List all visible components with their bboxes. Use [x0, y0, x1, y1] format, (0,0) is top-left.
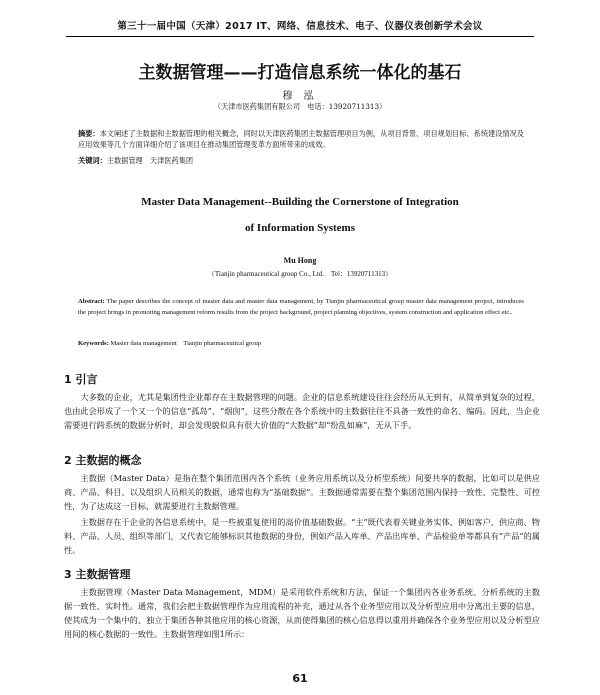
section-heading-mdm: 3 主数据管理 — [64, 568, 131, 581]
abstract-cn-label: 摘要： — [78, 129, 100, 138]
abstract-en-text: The paper describes the concept of master data and master data management, by Tianjin pharmaceutical group master data management project, introduces the project brings in promoting management reform results from the project background, project planning objectives, system construction and application effect etc.. — [78, 298, 525, 316]
affiliation-cn: （天津市医药集团有限公司 电话：13920711313） — [213, 102, 387, 111]
paragraph-concept-2: 主数据存在于企业的各信息系统中，是一些被重复使用的高价值基础数据。“主”既代表着关键业务实体，例如客户、供应商、物料、产品、人员、组织等部门，又代表它能够标识其他数据的身份，例如产品入库单、产品出库单、产品检验单等都具有“产品”的属性。 — [64, 517, 540, 555]
keywords-cn-text: 主数据管理 天津医药集团 — [106, 156, 194, 165]
paragraph-mdm: 主数据管理（Master Data Management，MDM）是采用软件系统和方法，保证一个集团内各业务系统、分析系统的主数据一致性、实时性。通常，我们会把主数据管理作为应用流程的补充，通过从各个业务型应用以及分析型应用中分离出主要的信息，使其成为一个集中的、独立于集团各种其他应用的核心资源，从而使得集团的核心信息得以重用并确保各个业务型应用以及分析型应用间的核心数据的一致性。主数据管理如图1所示： — [64, 587, 540, 639]
section-heading-concept: 2 主数据的概念 — [64, 454, 142, 467]
section-heading-intro: 1 引言 — [64, 373, 98, 386]
author-en: Mu Hong — [283, 256, 317, 265]
paragraph-concept-1: 主数据（Master Data）是指在整个集团范围内各个系统（业务应用系统以及分析型系统）间要共享的数据，比如可以是供应商、产品、科目、以及组织人员相关的数据，通常也称为“基础数据”。主数据通常需要在整个集团范围内保持一致性、完整性、可控性，为了达成这一目标，就需要进行主数据管理。 — [64, 473, 540, 511]
keywords-cn-label: 关键词： — [78, 156, 107, 165]
page-number: 61 — [292, 672, 308, 685]
abstract-cn — [78, 128, 524, 150]
paper-title-en-line2: of Information Systems — [245, 222, 355, 234]
paper-title-en-line1: Master Data Management--Building the Cornerstone of Integration — [141, 196, 459, 208]
keywords-cn — [78, 156, 193, 166]
paper-title-en — [0, 189, 600, 241]
header-rule — [66, 36, 534, 37]
affiliation-en: （Tianjin pharmaceutical group Co., Ltd. Tel：13920711313） — [207, 270, 393, 278]
abstract-cn-text: 本文阐述了主数据和主数据管理的相关概念，同时以天津医药集团主数据管理项目为例，从项目背景、项目规划目标、系统建设情况及应用效果等几个方面详细介绍了该项目在推动集团管理变革方面所带来的成效。 — [78, 129, 524, 149]
keywords-en — [78, 337, 261, 347]
paper-title-cn: 主数据管理——打造信息系统一体化的基石 — [138, 63, 462, 83]
keywords-en-text: Master data management Tianjin pharmaceutical group — [110, 340, 262, 347]
paragraph-intro: 大多数的企业，尤其是集团性企业都存在主数据管理的问题。企业的信息系统建设往往会经历从无到有，从简单到复杂的过程，也由此会形成了一个又一个的信息“孤岛”、“烟囱”，这些分散在各个系统中的主数据往往不具备一致性的命名、编码。因此，当企业需要进行跨系统的数据分析时，却会发现貌似具有很大价值的“大数据”却“纷乱如麻”，无从下手。 — [64, 392, 540, 430]
running-header: 第三十一届中国（天津）2017 IT、网络、信息技术、电子、仪器仪表创新学术会议 — [117, 21, 483, 32]
abstract-en — [78, 296, 524, 318]
author-cn: 穆 泓 — [282, 91, 318, 102]
keywords-en-label: Keywords: — [78, 340, 109, 347]
abstract-en-label: Abstract: — [78, 298, 105, 305]
